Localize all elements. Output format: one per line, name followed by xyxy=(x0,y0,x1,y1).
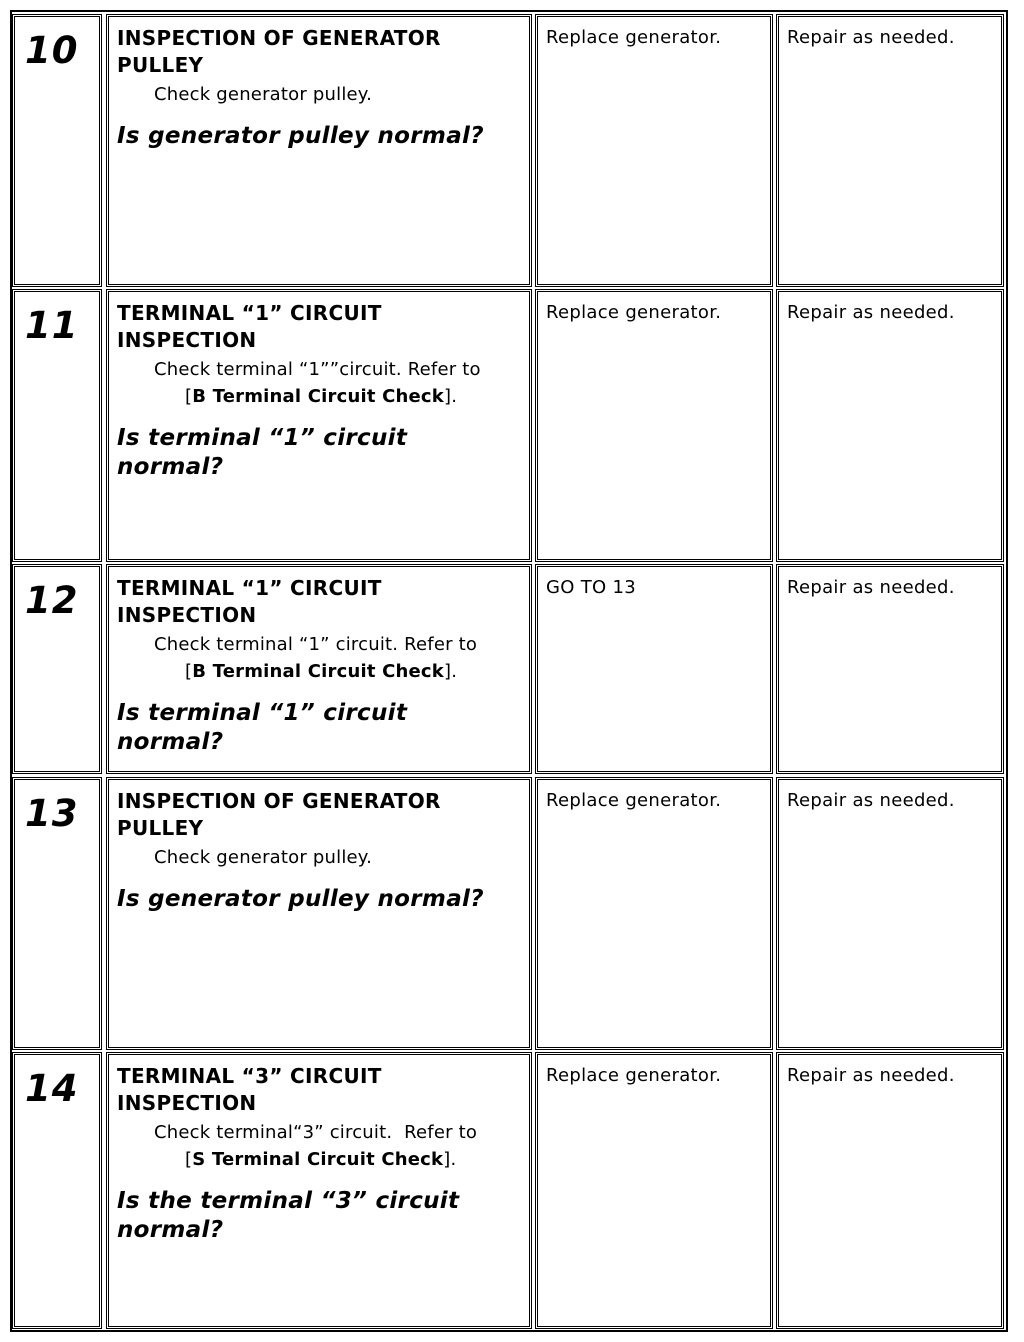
step-description-cell xyxy=(106,777,532,1050)
reference-bracket-close: ]. xyxy=(443,1149,457,1170)
yes-action: Replace generator. xyxy=(546,790,722,811)
no-action: Repair as needed. xyxy=(787,27,955,48)
step-number-cell xyxy=(12,1052,102,1329)
yes-action: Replace generator. xyxy=(546,302,722,323)
step-description-cell xyxy=(106,1052,532,1329)
table-row-step-14 xyxy=(12,1052,1008,1329)
step-question: Is terminal “1” circuit normal? xyxy=(117,700,408,755)
step-instruction-text: Check terminal“3” circuit. Refer to xyxy=(154,1122,478,1143)
table-row-step-13 xyxy=(12,777,1008,1050)
reference-bracket-close: ]. xyxy=(443,386,458,407)
no-action: Repair as needed. xyxy=(787,577,955,598)
step-instruction xyxy=(154,631,523,685)
step-description-cell xyxy=(106,289,532,562)
step-title: TERMINAL “3” CIRCUIT INSPECTION xyxy=(117,1064,382,1115)
step-number: 13 xyxy=(25,792,79,835)
reference-link[interactable]: S Terminal Circuit Check xyxy=(192,1149,444,1170)
step-number-cell xyxy=(12,14,102,287)
reference-link[interactable]: B Terminal Circuit Check xyxy=(192,661,444,682)
yes-result-cell xyxy=(535,564,773,774)
reference xyxy=(185,383,523,410)
step-title: INSPECTION OF GENERATOR PULLEY xyxy=(117,26,441,77)
yes-result-cell xyxy=(535,289,773,562)
no-action: Repair as needed. xyxy=(787,302,955,323)
no-result-cell xyxy=(776,14,1004,287)
step-question: Is the terminal “3” circuit normal? xyxy=(117,1188,460,1243)
yes-action: Replace generator. xyxy=(546,1065,722,1086)
table-row-step-11 xyxy=(12,289,1008,562)
step-question: Is generator pulley normal? xyxy=(117,886,484,912)
yes-result-cell xyxy=(535,14,773,287)
step-number: 12 xyxy=(25,579,79,622)
reference-link[interactable]: B Terminal Circuit Check xyxy=(192,386,444,407)
step-title: TERMINAL “1” CIRCUIT INSPECTION xyxy=(117,301,382,352)
step-question: Is generator pulley normal? xyxy=(117,123,484,149)
reference-bracket-open: [ xyxy=(185,661,193,682)
no-result-cell xyxy=(776,777,1004,1050)
no-action: Repair as needed. xyxy=(787,1065,955,1086)
no-result-cell xyxy=(776,1052,1004,1329)
step-title: INSPECTION OF GENERATOR PULLEY xyxy=(117,789,441,840)
no-action: Repair as needed. xyxy=(787,790,955,811)
reference-bracket-open: [ xyxy=(185,386,193,407)
step-instruction xyxy=(154,1119,523,1173)
reference xyxy=(185,658,523,685)
step-description-cell xyxy=(106,14,532,287)
step-instruction: Check generator pulley. xyxy=(154,847,373,868)
step-instruction-text: Check terminal “1””circuit. Refer to xyxy=(154,359,481,380)
step-number: 10 xyxy=(25,29,79,72)
step-number-cell xyxy=(12,564,102,774)
yes-result-cell xyxy=(535,777,773,1050)
step-title: TERMINAL “1” CIRCUIT INSPECTION xyxy=(117,576,382,627)
reference xyxy=(185,1146,523,1173)
step-description-cell xyxy=(106,564,532,774)
step-number-cell xyxy=(12,289,102,562)
step-number: 14 xyxy=(25,1067,79,1110)
table-row-step-10 xyxy=(12,14,1008,287)
reference-bracket-close: ]. xyxy=(443,661,458,682)
step-instruction-text: Check terminal “1” circuit. Refer to xyxy=(154,634,478,655)
step-question: Is terminal “1” circuit normal? xyxy=(117,425,408,480)
step-number-cell xyxy=(12,777,102,1050)
step-instruction: Check generator pulley. xyxy=(154,84,373,105)
no-result-cell xyxy=(776,564,1004,774)
reference-bracket-open: [ xyxy=(185,1149,193,1170)
yes-action[interactable]: GO TO 13 xyxy=(546,577,637,598)
yes-result-cell xyxy=(535,1052,773,1329)
step-instruction xyxy=(154,356,523,410)
no-result-cell xyxy=(776,289,1004,562)
table-row-step-12 xyxy=(12,564,1008,774)
yes-action: Replace generator. xyxy=(546,27,722,48)
step-number: 11 xyxy=(25,304,79,347)
